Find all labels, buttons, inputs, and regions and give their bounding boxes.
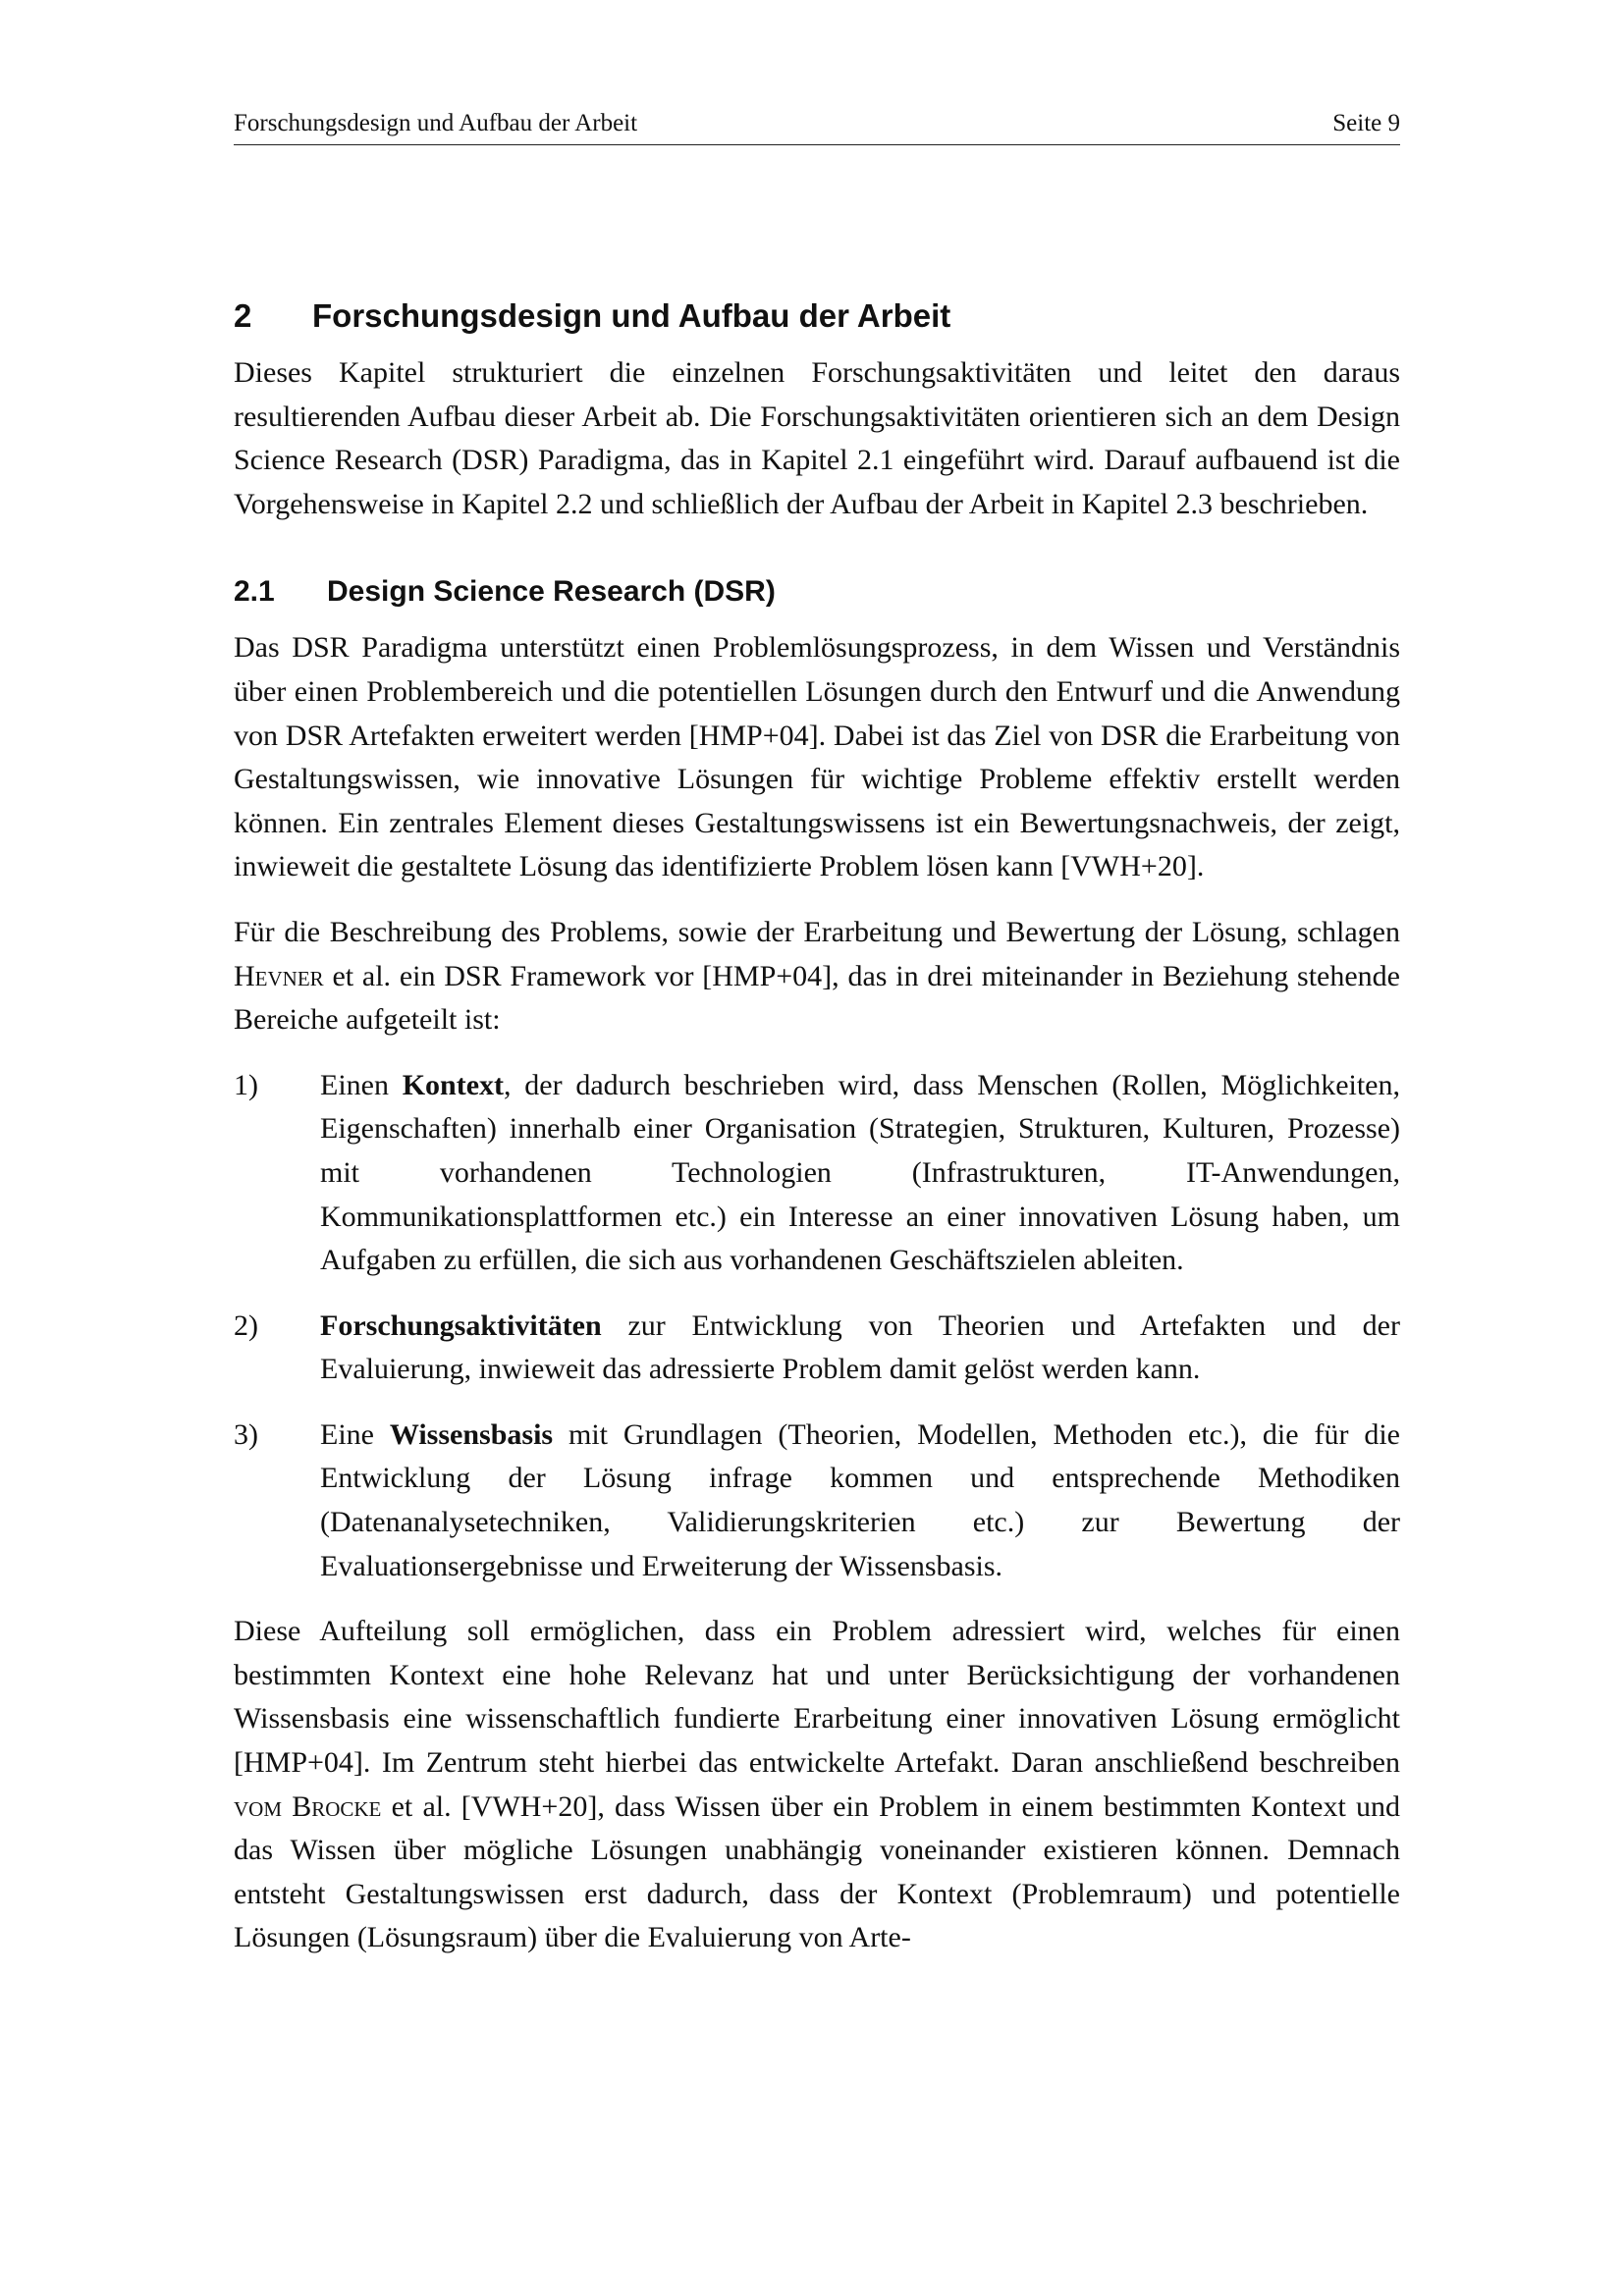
paragraph-2-text-a: Für die Beschreibung des Problems, sowie der Erarbeitung und Bewertung der Lösung, schlagen <box>234 915 1400 948</box>
section-paragraph-3 <box>234 1610 1400 1960</box>
chapter-number: 2 <box>234 297 252 334</box>
list-item <box>234 1305 1400 1392</box>
running-header-title: Forschungsdesign und Aufbau der Arbeit <box>234 110 638 136</box>
list-item-term: Forschungsaktivitäten <box>320 1308 602 1342</box>
section-paragraph-2 <box>234 911 1400 1042</box>
section-title: Design Science Research (DSR) <box>327 575 776 609</box>
list-marker: 3) <box>234 1417 258 1451</box>
paragraph-3-text-a: Diese Aufteilung soll ermöglichen, dass ein Problem adressiert wird, welches für einen bestimmten Kontext eine hohe Relevanz hat und unter Berücksichtigung der vorhandenen Wissensbasis eine wissenschaftlich fundierte Erarbeitung einer innovativen Lösung ermöglicht [HMP+04]. Im Zentrum steht hierbei das entwickelte Artefakt. Daran anschließend beschreiben <box>234 1615 1400 1780</box>
list-item-content <box>320 1064 1400 1283</box>
framework-list <box>234 1064 1400 1589</box>
paragraph-3-text-b: et al. [VWH+20], dass Wissen über ein Problem in einem bestimmten Kontext und das Wissen über mögliche Lösungen unabhängig voneinander existieren können. Demnach entsteht Gestaltungswissen erst dadurch, dass der Kontext (Problemraum) und potentielle Lösungen (Lösungsraum) über die Evaluierung von Arte- <box>234 1789 1400 1954</box>
list-item-text: Einen <box>320 1068 403 1101</box>
list-item-content <box>320 1305 1400 1392</box>
section-paragraph-1: Das DSR Paradigma unterstützt einen Problemlösungsprozess, in dem Wissen und Verständnis über einen Problembereich und die potentiellen Lösungen durch den Entwurf und die Anwendung von DSR Artefakten erweitert werden [HMP+04]. Dabei ist das Ziel von DSR die Erarbeitung von Gestaltungswissen, wie innovative Lösungen für wichtige Probleme effektiv erstellt werden können. Ein zentrales Element dieses Gestaltungswissens ist ein Bewertungsnachweis, der zeigt, inwieweit die gestaltete Lösung das identifizierte Problem lösen kann [VWH+20]. <box>234 631 1400 883</box>
section-heading <box>234 571 1400 613</box>
list-item <box>234 1064 1400 1283</box>
chapter-title: Forschungsdesign und Aufbau der Arbeit <box>312 297 951 334</box>
running-header <box>234 109 1400 145</box>
list-item-text: mit Grundlagen (Theorien, Modellen, Methoden etc.), die für die Entwicklung der Lösung infrage kommen und entsprechende Methodiken (Datenanalysetechniken, Validierungskriterien etc.) zur Bewertung der Evaluationsergebnisse und Erweiterung der Wissensbasis. <box>320 1417 1400 1582</box>
list-item-content <box>320 1414 1400 1588</box>
list-item-term: Wissensbasis <box>389 1417 554 1451</box>
author-hevner: Hevner <box>234 959 324 992</box>
list-item <box>234 1414 1400 1588</box>
list-item-text: zur Entwicklung von Theorien und Artefakten und der Evaluierung, inwieweit das adressierte Problem damit gelöst werden kann. <box>320 1308 1400 1386</box>
list-item-text: , der dadurch beschrieben wird, dass Menschen (Rollen, Möglichkeiten, Eigenschaften) innerhalb einer Organisation (Strategien, Strukturen, Kulturen, Prozesse) mit vorhandenen Technologien (Infrastrukturen, IT-Anwendungen, Kommunikationsplattformen etc.) ein Interesse an einer innovativen Lösung haben, um Aufgaben zu erfüllen, die sich aus vorhandenen Geschäftszielen ableiten. <box>320 1068 1400 1277</box>
list-item-term: Kontext <box>402 1068 505 1101</box>
author-vom-brocke: vom Brocke <box>234 1789 382 1823</box>
list-item-text: Eine <box>320 1417 390 1451</box>
page-number: Seite 9 <box>1332 110 1400 136</box>
list-marker: 2) <box>234 1308 258 1342</box>
body-text <box>234 294 1400 1982</box>
list-marker: 1) <box>234 1068 258 1101</box>
chapter-intro-paragraph: Dieses Kapitel strukturiert die einzelnen Forschungsaktivitäten und leitet den daraus resultierenden Aufbau dieser Arbeit ab. Die Forschungsaktivitäten orientieren sich an dem Design Science Research (DSR) Paradigma, das in Kapitel 2.1 eingeführt wird. Darauf aufbauend ist die Vorgehensweise in Kapitel 2.2 und schließlich der Aufbau der Arbeit in Kapitel 2.3 beschrieben. <box>234 356 1400 520</box>
chapter-heading <box>234 294 1400 338</box>
paragraph-2-text-b: et al. ein DSR Framework vor [HMP+04], das in drei miteinander in Beziehung stehende Bereiche aufgeteilt ist: <box>234 959 1400 1037</box>
section-number: 2.1 <box>234 575 275 609</box>
